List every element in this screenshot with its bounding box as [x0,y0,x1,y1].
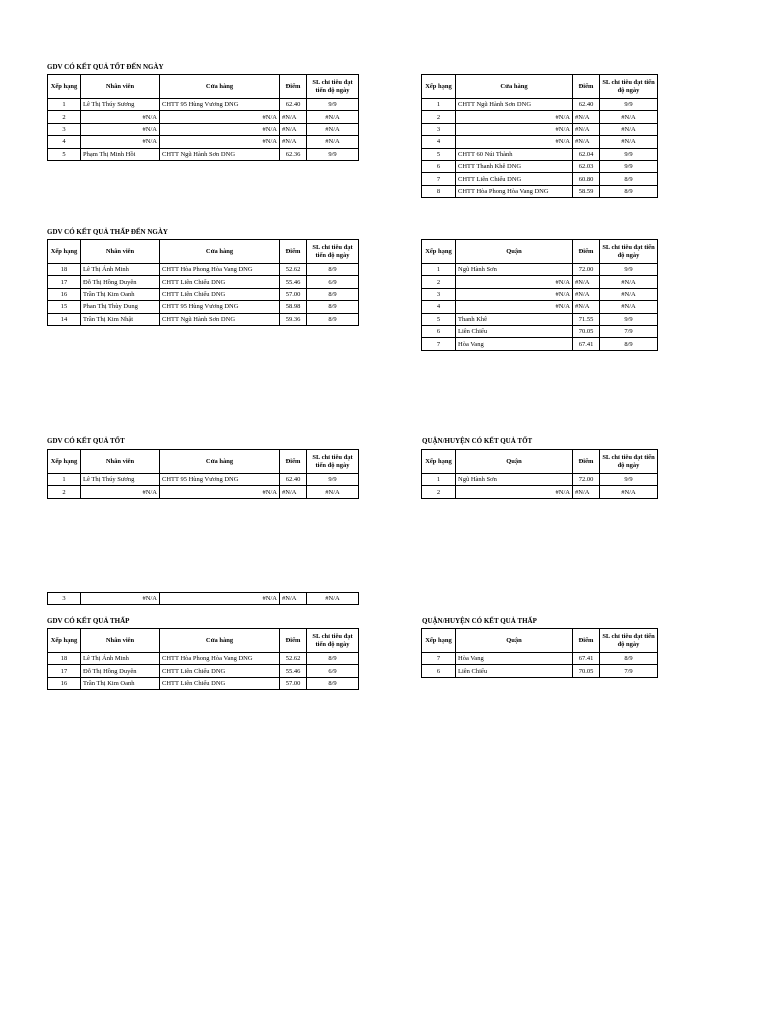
target-cell: 8/9 [600,338,658,350]
table-row [48,264,359,276]
store-cell: CHTT 95 Hùng Vương DNG [160,99,280,111]
target-cell: #N/A [307,593,359,605]
rank-cell: 2 [422,486,456,498]
rank-cell: 5 [422,313,456,325]
score-cell: 57.00 [280,677,307,689]
rank-cell: 5 [48,148,81,160]
target-cell: 9/9 [307,99,359,111]
employee-cell: Đỗ Thị Hồng Duyên [81,276,160,288]
target-cell: 8/9 [307,653,359,665]
rank-cell: 3 [48,123,81,135]
score-cell: 59.36 [280,313,307,325]
employee-cell: Trần Thị Kim Oanh [81,288,160,300]
rank-cell: 2 [422,276,456,288]
name-cell: CHTT Liên Chiểu DNG [456,173,573,185]
table-row [48,301,359,313]
table-row [48,136,359,148]
rank-cell: 6 [422,665,456,677]
rank-cell: 4 [48,136,81,148]
table-row [48,288,359,300]
store-cell: CHTT Hòa Phong Hòa Vang DNG [160,264,280,276]
column-header: Nhân viên [81,629,160,653]
target-cell: 8/9 [600,173,658,185]
table-gdv-low [47,628,359,690]
column-header: Xếp hạng [48,629,81,653]
score-cell: #N/A [573,301,600,313]
target-cell: 9/9 [307,474,359,486]
rank-cell: 16 [48,677,81,689]
target-cell: 8/9 [600,653,658,665]
store-cell: CHTT Liên Chiểu DNG [160,677,280,689]
score-cell: 62.04 [573,148,600,160]
rank-cell: 4 [422,301,456,313]
column-header: SL chỉ tiêu đạt tiến độ ngày [307,75,359,99]
column-header: Xếp hạng [48,75,81,99]
target-cell: 8/9 [307,264,359,276]
employee-cell: #N/A [81,123,160,135]
name-cell: #N/A [456,136,573,148]
column-header: Quận [456,450,573,474]
store-cell: #N/A [160,123,280,135]
store-cell: CHTT Liên Chiểu DNG [160,276,280,288]
rank-cell: 1 [422,264,456,276]
employee-cell: #N/A [81,486,160,498]
table-header-row [48,450,359,474]
score-cell: 67.41 [573,338,600,350]
rank-cell: 1 [48,99,81,111]
rank-cell: 5 [422,148,456,160]
table-row [422,486,658,498]
table-row [48,313,359,325]
rank-cell: 6 [422,325,456,337]
store-cell: CHTT 95 Hùng Vương DNG [160,474,280,486]
column-header: Cửa hàng [160,450,280,474]
score-cell: 70.05 [573,325,600,337]
target-cell: 9/9 [307,148,359,160]
target-cell: #N/A [600,486,658,498]
rank-cell: 1 [422,99,456,111]
score-cell: 71.55 [573,313,600,325]
rank-cell: 2 [48,111,81,123]
column-header: SL chỉ tiêu đạt tiến độ ngày [307,629,359,653]
name-cell: #N/A [456,301,573,313]
column-header: Cửa hàng [160,629,280,653]
rank-cell: 6 [422,160,456,172]
column-header: Cửa hàng [456,75,573,99]
name-cell: CHTT Ngũ Hành Sơn DNG [456,99,573,111]
target-cell: 8/9 [307,301,359,313]
score-cell: 58.98 [280,301,307,313]
table-row [422,99,658,111]
column-header: SL chỉ tiêu đạt tiến độ ngày [307,450,359,474]
target-cell: 8/9 [307,677,359,689]
target-cell: 9/9 [600,160,658,172]
employee-cell: #N/A [81,111,160,123]
name-cell: CHTT 60 Núi Thành [456,148,573,160]
target-cell: 9/9 [600,148,658,160]
rank-cell: 18 [48,653,81,665]
table-gdv-low-to-date [47,239,359,326]
column-header: SL chỉ tiêu đạt tiến độ ngày [600,629,658,653]
employee-cell: Phan Thị Thùy Dung [81,301,160,313]
name-cell: #N/A [456,111,573,123]
score-cell: #N/A [573,136,600,148]
column-header: Nhân viên [81,75,160,99]
rank-cell: 14 [48,313,81,325]
column-header: Điểm [573,450,600,474]
target-cell: 8/9 [600,185,658,197]
target-cell: 7/9 [600,325,658,337]
table-row [48,653,359,665]
table-row [422,301,658,313]
target-cell: #N/A [600,288,658,300]
table-row [422,111,658,123]
column-header: Xếp hạng [48,240,81,264]
target-cell: 6/9 [307,276,359,288]
score-cell: #N/A [573,486,600,498]
store-cell: CHTT 95 Hùng Vương DNG [160,301,280,313]
rank-cell: 3 [48,593,81,605]
column-header: Xếp hạng [422,75,456,99]
table-row [422,185,658,197]
column-header: Xếp hạng [422,240,456,264]
store-cell: #N/A [160,486,280,498]
table-row [48,99,359,111]
table-header-row [422,629,658,653]
score-cell: 62.40 [280,474,307,486]
score-cell: 67.41 [573,653,600,665]
table-header-row [48,240,359,264]
section-title-gdv-good-to-date: GDV CÓ KẾT QUẢ TỐT ĐẾN NGÀY [47,63,164,71]
score-cell: 52.62 [280,653,307,665]
target-cell: #N/A [307,111,359,123]
rank-cell: 17 [48,665,81,677]
table-row [422,338,658,350]
score-cell: #N/A [280,486,307,498]
name-cell: Ngũ Hành Sơn [456,264,573,276]
employee-cell: Trần Thị Kim Oanh [81,677,160,689]
section-title-district-good: QUẬN/HUYỆN CÓ KẾT QUẢ TỐT [422,437,533,445]
target-cell: 8/9 [307,313,359,325]
table-district-low [421,628,658,678]
column-header: Xếp hạng [422,450,456,474]
rank-cell: 2 [422,111,456,123]
score-cell: 58.59 [573,185,600,197]
column-header: Xếp hạng [422,629,456,653]
target-cell: #N/A [600,111,658,123]
rank-cell: 3 [422,123,456,135]
name-cell: Liên Chiểu [456,325,573,337]
store-cell: CHTT Liên Chiểu DNG [160,288,280,300]
name-cell: Liên Chiểu [456,665,573,677]
store-cell: CHTT Ngũ Hành Sơn DNG [160,148,280,160]
column-header: SL chỉ tiêu đạt tiến độ ngày [600,450,658,474]
score-cell: #N/A [573,123,600,135]
target-cell: 8/9 [307,288,359,300]
rank-cell: 16 [48,288,81,300]
column-header: SL chỉ tiêu đạt tiến độ ngày [600,240,658,264]
employee-cell: #N/A [81,136,160,148]
name-cell: Thanh Khê [456,313,573,325]
name-cell: Hòa Vang [456,338,573,350]
score-cell: #N/A [280,111,307,123]
rank-cell: 1 [422,474,456,486]
column-header: Xếp hạng [48,450,81,474]
table-row [48,665,359,677]
rank-cell: 18 [48,264,81,276]
table-row [422,148,658,160]
column-header: SL chỉ tiêu đạt tiến độ ngày [600,75,658,99]
table-header-row [422,450,658,474]
score-cell: 57.00 [280,288,307,300]
column-header: Nhân viên [81,450,160,474]
table-row [422,474,658,486]
table-row [422,173,658,185]
score-cell: #N/A [573,276,600,288]
score-cell: 72.00 [573,474,600,486]
column-header: Cửa hàng [160,75,280,99]
table-row [48,123,359,135]
employee-cell: Lê Thị Thúy Sương [81,99,160,111]
table-row [48,677,359,689]
rank-cell: 1 [48,474,81,486]
employee-cell: Trần Thị Kim Nhật [81,313,160,325]
column-header: Điểm [573,240,600,264]
table-row [48,148,359,160]
table-row [422,288,658,300]
column-header: Quận [456,240,573,264]
target-cell: 9/9 [600,264,658,276]
rank-cell: 3 [422,288,456,300]
name-cell: Hòa Vang [456,653,573,665]
target-cell: #N/A [307,486,359,498]
rank-cell: 2 [48,486,81,498]
table-row [422,123,658,135]
store-cell: #N/A [160,136,280,148]
score-cell: 62.36 [280,148,307,160]
section-title-gdv-good: GDV CÓ KẾT QUẢ TỐT [47,437,125,445]
name-cell: #N/A [456,288,573,300]
store-cell: CHTT Ngũ Hành Sơn DNG [160,313,280,325]
table-row [422,325,658,337]
store-cell: #N/A [160,593,280,605]
score-cell: 60.80 [573,173,600,185]
table-row [422,136,658,148]
target-cell: 9/9 [600,313,658,325]
section-title-gdv-low: GDV CÓ KẾT QUẢ THẤP [47,617,130,625]
score-cell: 62.40 [573,99,600,111]
store-cell: #N/A [160,111,280,123]
employee-cell: Phạm Thị Minh Hồi [81,148,160,160]
score-cell: 55.46 [280,276,307,288]
table-header-row [48,629,359,653]
table-row [48,276,359,288]
column-header: Điểm [280,240,307,264]
target-cell: #N/A [600,136,658,148]
rank-cell: 7 [422,173,456,185]
rank-cell: 17 [48,276,81,288]
target-cell: 9/9 [600,99,658,111]
store-cell: CHTT Hòa Phong Hòa Vang DNG [160,653,280,665]
table-row [422,276,658,288]
employee-cell: Lê Thị Thúy Sương [81,474,160,486]
employee-cell: Đỗ Thị Hồng Duyên [81,665,160,677]
score-cell: 72.00 [573,264,600,276]
name-cell: CHTT Thanh Khê DNG [456,160,573,172]
table-header-row [422,75,658,99]
column-header: Điểm [573,629,600,653]
rank-cell: 7 [422,653,456,665]
rank-cell: 7 [422,338,456,350]
table-store-good-to-date [421,74,658,198]
score-cell: #N/A [280,123,307,135]
store-cell: CHTT Liên Chiểu DNG [160,665,280,677]
score-cell: #N/A [280,593,307,605]
rank-cell: 8 [422,185,456,197]
score-cell: #N/A [573,288,600,300]
target-cell: 9/9 [600,474,658,486]
table-gdv-good [47,449,359,499]
table-header-row [422,240,658,264]
employee-cell: #N/A [81,593,160,605]
section-title-district-low: QUẬN/HUYỆN CÓ KẾT QUẢ THẤP [422,617,537,625]
table-row [422,665,658,677]
name-cell: Ngũ Hành Sơn [456,474,573,486]
score-cell: 62.03 [573,160,600,172]
score-cell: 55.46 [280,665,307,677]
target-cell: 6/9 [307,665,359,677]
column-header: Điểm [280,75,307,99]
table-row [48,111,359,123]
table-gdv-good-continuation [47,592,359,605]
table-row [422,264,658,276]
score-cell: 70.05 [573,665,600,677]
score-cell: #N/A [573,111,600,123]
table-row [48,593,359,605]
name-cell: #N/A [456,486,573,498]
target-cell: #N/A [307,136,359,148]
rank-cell: 15 [48,301,81,313]
employee-cell: Lê Thị Ánh Minh [81,264,160,276]
table-row [422,160,658,172]
score-cell: #N/A [280,136,307,148]
table-header-row [48,75,359,99]
employee-cell: Lê Thị Ánh Minh [81,653,160,665]
section-title-gdv-low-to-date: GDV CÓ KẾT QUẢ THẤP ĐẾN NGÀY [47,228,168,236]
target-cell: #N/A [600,123,658,135]
table-district-to-date [421,239,658,351]
column-header: Quận [456,629,573,653]
target-cell: 7/9 [600,665,658,677]
table-gdv-good-to-date [47,74,359,161]
target-cell: #N/A [600,301,658,313]
table-row [422,313,658,325]
score-cell: 52.62 [280,264,307,276]
score-cell: 62.40 [280,99,307,111]
column-header: Điểm [280,450,307,474]
name-cell: CHTT Hòa Phong Hòa Vang DNG [456,185,573,197]
target-cell: #N/A [307,123,359,135]
column-header: Nhân viên [81,240,160,264]
column-header: Điểm [280,629,307,653]
table-district-good [421,449,658,499]
table-row [422,653,658,665]
table-row [48,474,359,486]
name-cell: #N/A [456,276,573,288]
column-header: Cửa hàng [160,240,280,264]
table-row [48,486,359,498]
target-cell: #N/A [600,276,658,288]
name-cell: #N/A [456,123,573,135]
rank-cell: 4 [422,136,456,148]
column-header: Điểm [573,75,600,99]
column-header: SL chỉ tiêu đạt tiến độ ngày [307,240,359,264]
